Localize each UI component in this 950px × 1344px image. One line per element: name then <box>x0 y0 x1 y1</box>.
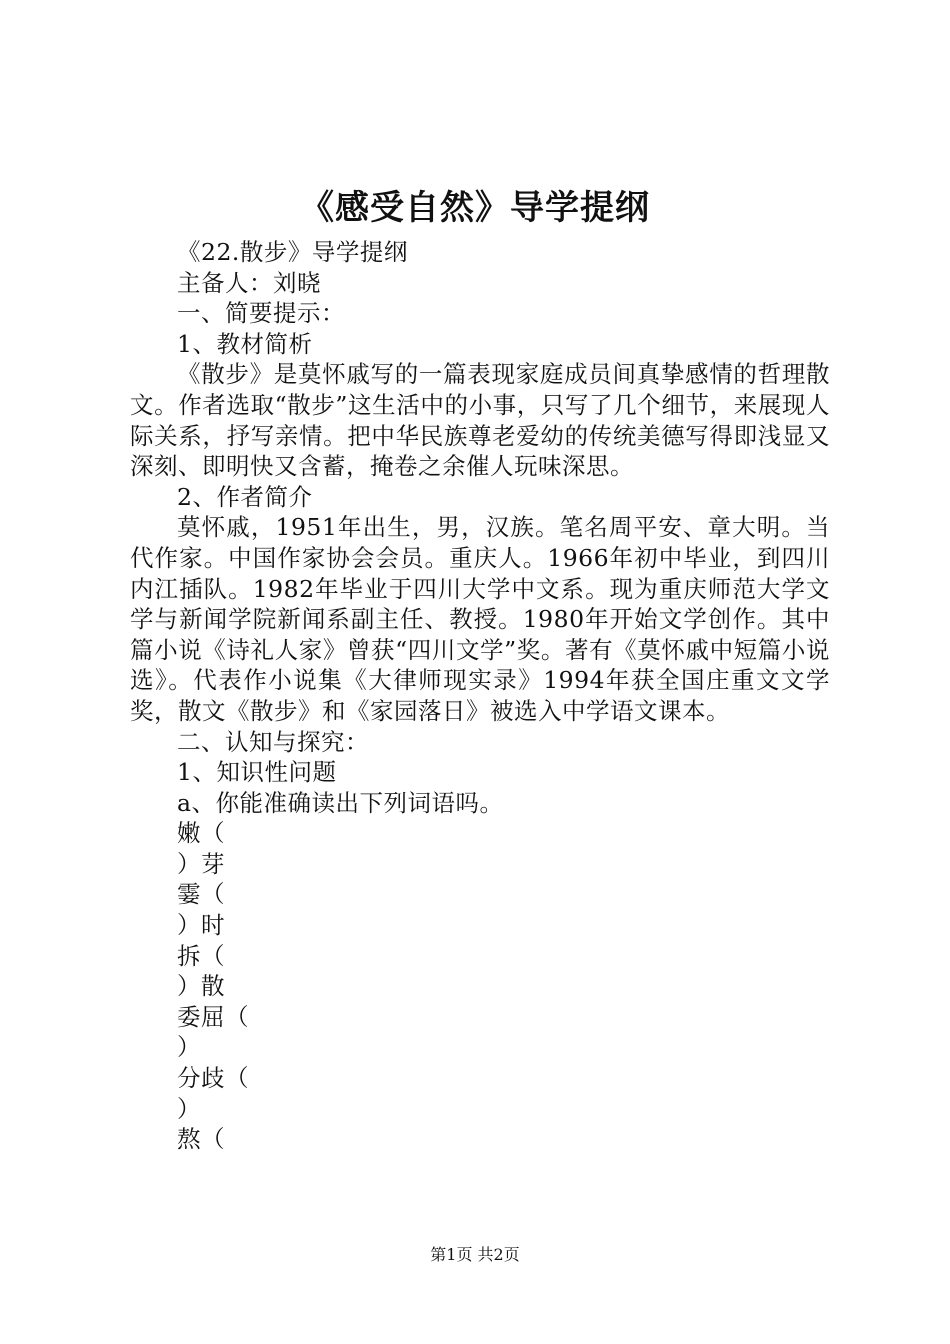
paragraph: 主备人：刘晓 <box>177 268 321 297</box>
paragraph: 二、认知与探究： <box>177 727 369 756</box>
paragraph: ）散 <box>177 972 225 1001</box>
paragraph: 委屈（ <box>177 1002 249 1031</box>
paragraph: 《散步》是莫怀戚写的一篇表现家庭成员间真挚感情的哲理散文。作者选取“散步”这生活中的小事，只写了几个细节，来展现人际关系，抒写亲情。把中华民族尊老爱幼的传统美德写得即浅显又深刻、即明快又含蓄，掩卷之余催人玩味深思。 <box>130 360 830 481</box>
paragraph: ）时 <box>177 911 225 940</box>
paragraph: 一、简要提示： <box>177 299 345 328</box>
paragraph: 熬（ <box>177 1125 225 1154</box>
paragraph: 《22.散步》导学提纲 <box>177 238 408 266</box>
paragraph: ）芽 <box>177 849 225 878</box>
paragraph: 1、教材简析 <box>177 329 313 358</box>
paragraph: 嫩（ <box>177 819 225 848</box>
paragraph: 1、知识性问题 <box>177 758 337 787</box>
paragraph: 拆（ <box>177 941 225 970</box>
paragraph: ） <box>177 1094 201 1123</box>
document-body <box>130 237 830 1155</box>
document-title: 《感受自然》导学提纲 <box>300 188 650 228</box>
paragraph: ） <box>177 1033 201 1062</box>
paragraph: 霎（ <box>177 880 225 909</box>
page-footer: 第1页 共2页 <box>430 1245 520 1264</box>
paragraph: 2、作者简介 <box>177 482 313 511</box>
paragraph: 莫怀戚，1951年出生，男，汉族。笔名周平安、章大明。当代作家。中国作家协会会员。重庆人。1966年初中毕业，到四川内江插队。1982年毕业于四川大学中文系。现为重庆师范大学文学与新闻学院新闻系副主任、教授。1980年开始文学创作。其中篇小说《诗礼人家》曾获“四川文学”奖。著有《莫怀戚中短篇小说选》。代表作小说集《大律师现实录》1994年获全国庄重文文学奖，散文《散步》和《家园落日》被选入中学语文课本。 <box>130 513 830 725</box>
paragraph: a、你能准确读出下列词语吗。 <box>177 788 504 817</box>
paragraph: 分歧（ <box>177 1064 249 1093</box>
